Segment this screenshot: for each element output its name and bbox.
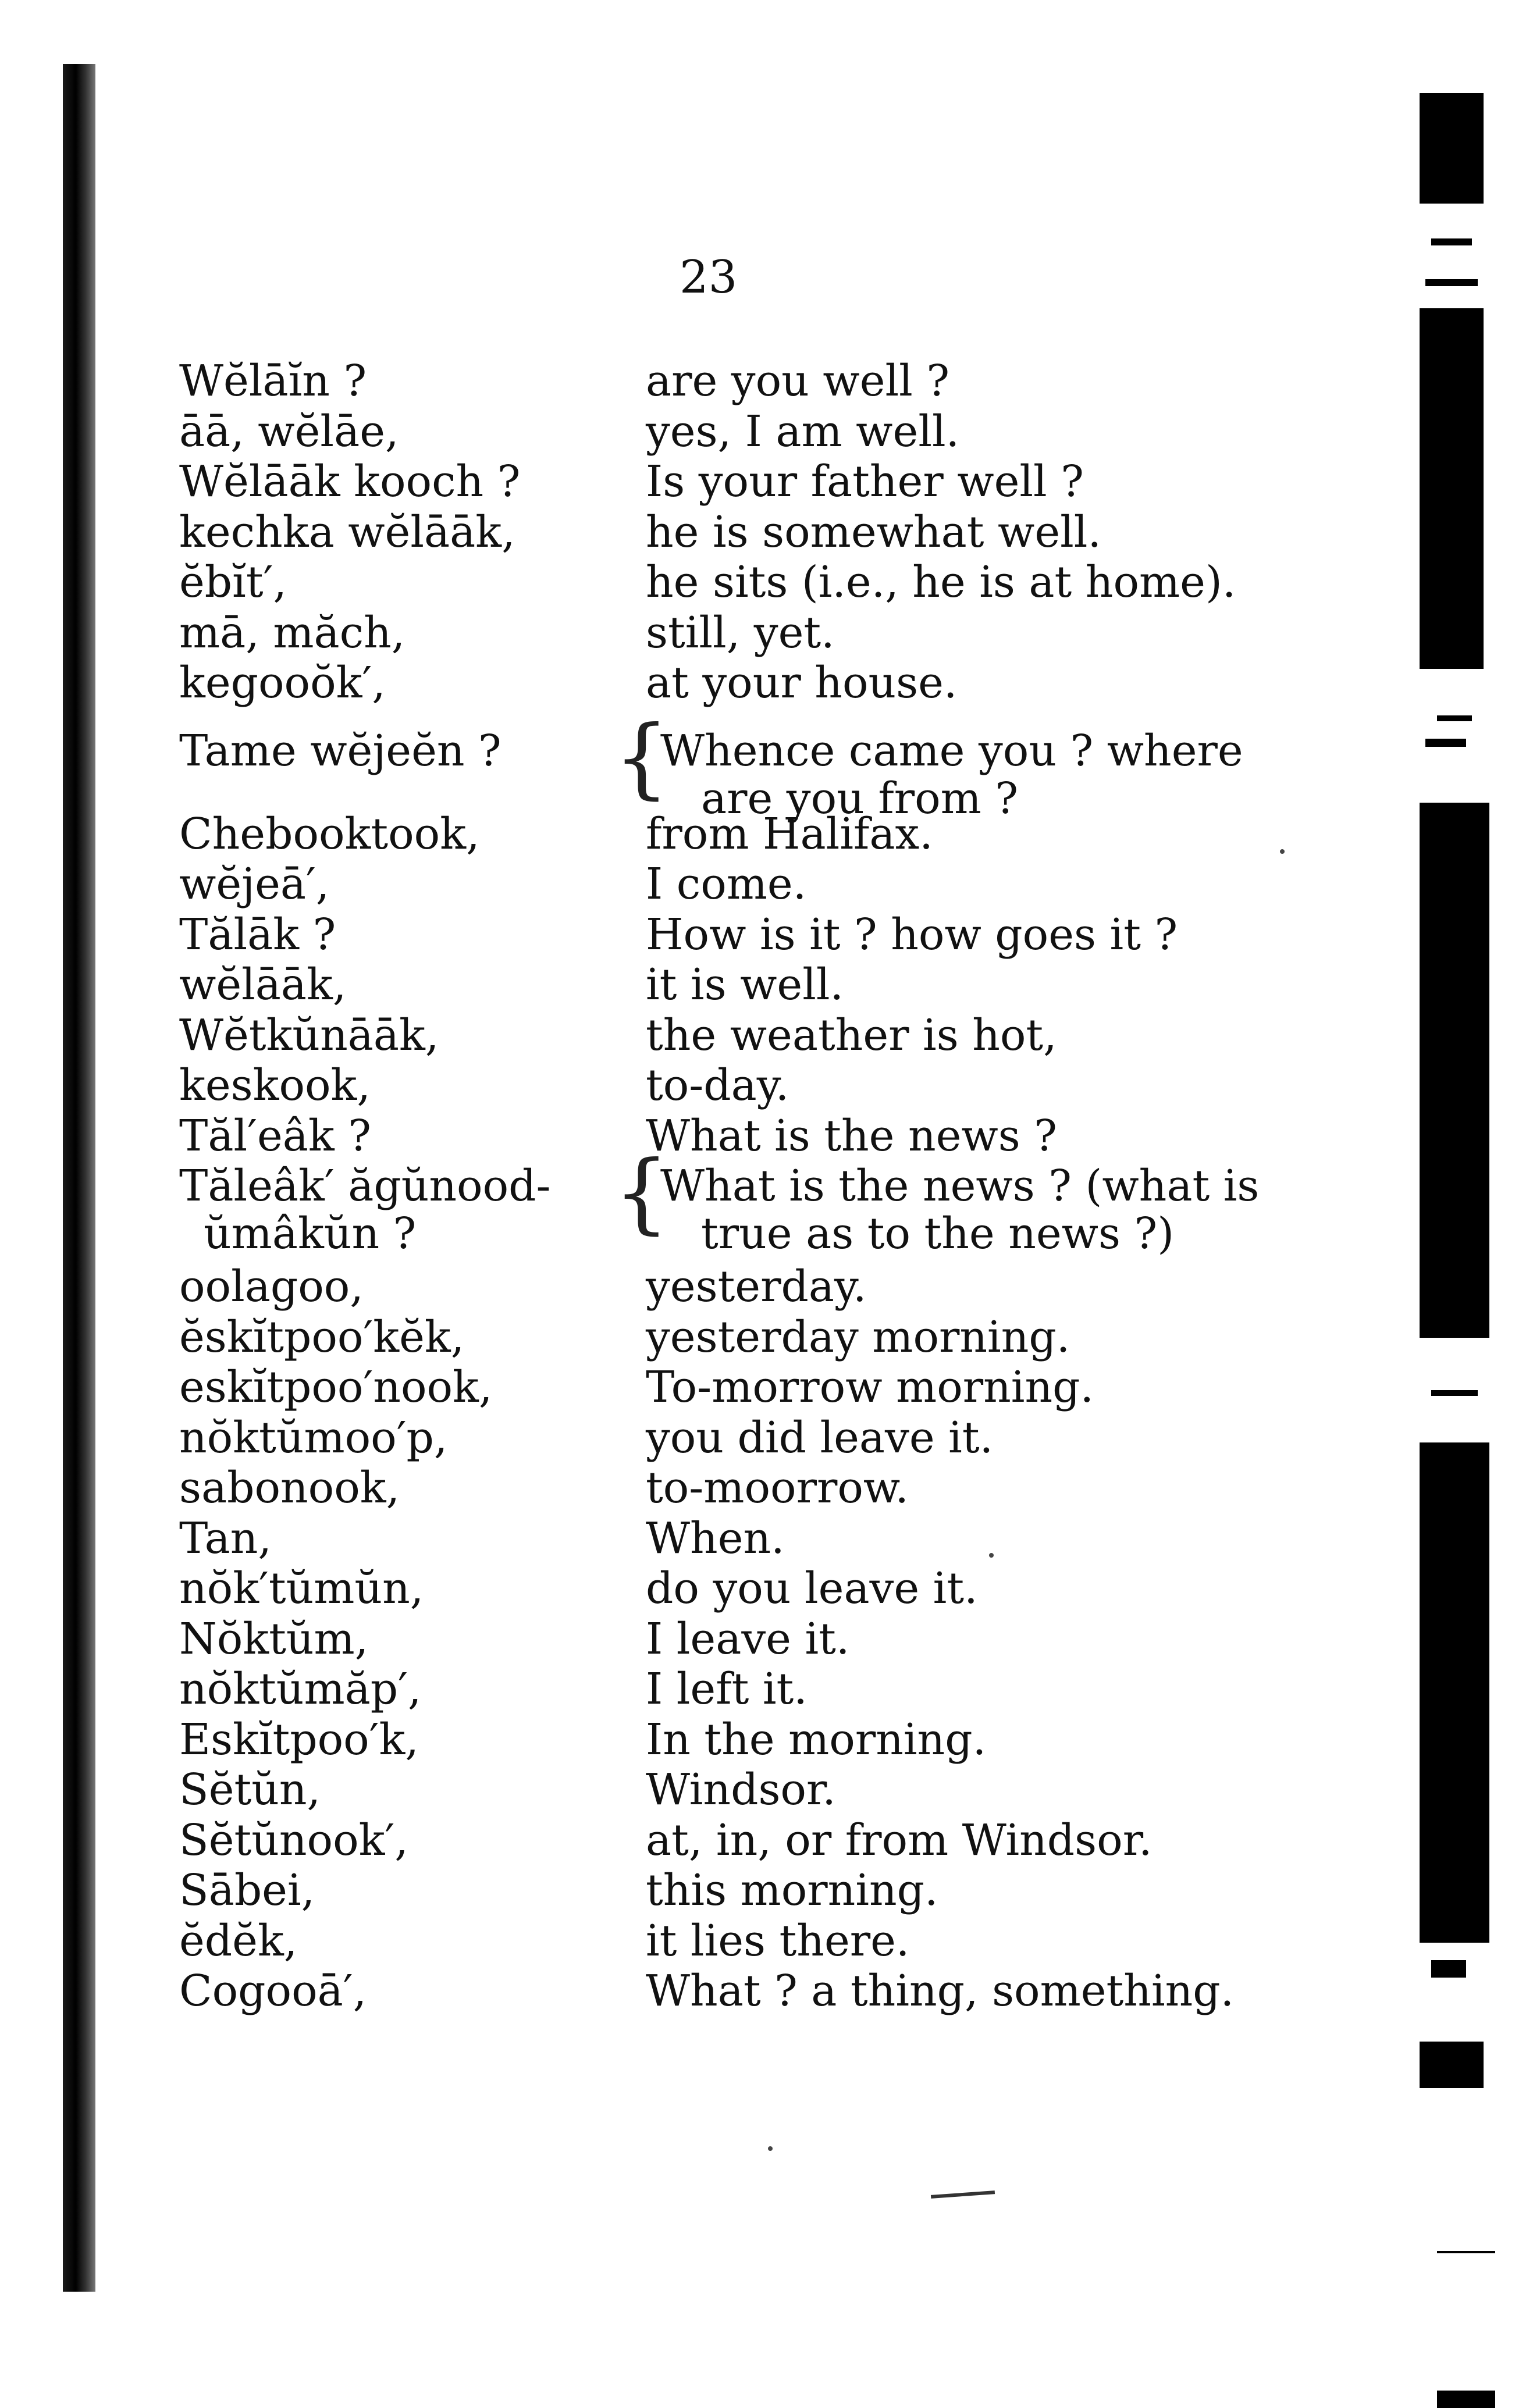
entry-term: Tăleâk′ ăgŭnood- xyxy=(179,1161,551,1211)
glossary-entry xyxy=(0,1262,1533,1312)
glossary-entry xyxy=(0,457,1533,507)
brace-mark: { xyxy=(614,707,670,808)
entry-term: oolagoo, xyxy=(179,1262,364,1312)
entry-term: ĕbĭt′, xyxy=(179,557,287,607)
entry-term: ĕskĭtpoo′kĕk, xyxy=(179,1312,465,1362)
entry-term: Sĕtŭn, xyxy=(179,1765,321,1815)
glossary-entry xyxy=(0,1865,1533,1915)
glossary-entry xyxy=(0,1563,1533,1613)
entry-gloss: at your house. xyxy=(646,658,958,708)
glossary-entry xyxy=(0,1413,1533,1463)
entry-gloss: still, yet. xyxy=(646,607,835,658)
entry-gloss-continuation: are you from ? xyxy=(701,773,1019,824)
glossary-entry xyxy=(0,1715,1533,1765)
glossary-entry xyxy=(0,1111,1533,1161)
entry-gloss: Is your father well ? xyxy=(646,457,1084,507)
entry-gloss: he sits (i.e., he is at home). xyxy=(646,557,1236,607)
entry-term: Cogooā′, xyxy=(179,1966,367,2016)
entry-gloss: How is it ? how goes it ? xyxy=(646,909,1178,960)
glossary-entry xyxy=(0,859,1533,909)
glossary-entry xyxy=(0,658,1533,708)
glossary-entry xyxy=(0,507,1533,557)
entry-term: Tăl′eâk ? xyxy=(179,1110,371,1161)
entry-term: nŏk′tŭmŭn, xyxy=(179,1563,424,1613)
entry-gloss: this morning. xyxy=(646,1865,938,1915)
glossary-entry xyxy=(0,1765,1533,1815)
entry-term: Wĕtkŭnāāk, xyxy=(179,1010,439,1060)
glossary-entry xyxy=(0,1614,1533,1664)
entry-gloss: I left it. xyxy=(646,1664,808,1714)
glossary-entry xyxy=(0,1513,1533,1563)
glossary-entry xyxy=(0,557,1533,607)
entry-gloss: What is the news ? xyxy=(646,1110,1057,1161)
entry-term: kegooŏk′, xyxy=(179,658,386,708)
entry-term: Tame wĕjeĕn ? xyxy=(179,725,501,776)
entry-gloss-continuation: true as to the news ?) xyxy=(701,1209,1175,1259)
entry-term: Sābei, xyxy=(179,1865,315,1915)
glossary-entry xyxy=(0,960,1533,1010)
glossary-entry xyxy=(0,1463,1533,1513)
glossary-entry xyxy=(0,1916,1533,1966)
scan-speck xyxy=(989,1553,994,1558)
entry-term: wĕjeā′, xyxy=(179,859,330,909)
entry-term: eskĭtpoo′nook, xyxy=(179,1362,493,1412)
entry-term: Sĕtŭnook′, xyxy=(179,1815,408,1865)
glossary-entry xyxy=(0,1362,1533,1412)
entry-term: Eskĭtpoo′k, xyxy=(179,1714,419,1765)
entry-term: mā, măch, xyxy=(179,607,406,658)
entry-gloss: it is well. xyxy=(646,960,844,1010)
entry-gloss: do you leave it. xyxy=(646,1563,978,1613)
glossary-entry xyxy=(0,1060,1533,1110)
entry-term: keskook, xyxy=(179,1060,371,1110)
scan-speck xyxy=(768,2146,773,2151)
entry-gloss: to-day. xyxy=(646,1060,789,1110)
entry-gloss: What ? a thing, something. xyxy=(646,1966,1235,2016)
entry-gloss: Windsor. xyxy=(646,1765,836,1815)
entry-term: Nŏktŭm, xyxy=(179,1613,369,1664)
entry-gloss: What is the news ? (what is xyxy=(660,1161,1260,1211)
entry-gloss: Whence came you ? where xyxy=(660,725,1243,776)
entry-term: āā, wĕlāe, xyxy=(179,406,399,457)
entry-gloss: yes, I am well. xyxy=(646,406,960,457)
entry-gloss: When. xyxy=(646,1513,785,1563)
entry-gloss: I leave it. xyxy=(646,1613,850,1664)
glossary-entry xyxy=(0,1312,1533,1362)
entry-term: wĕlāāk, xyxy=(179,960,347,1010)
entry-gloss: I come. xyxy=(646,859,807,909)
glossary-entry xyxy=(0,910,1533,960)
entry-gloss: he is somewhat well. xyxy=(646,507,1101,557)
entry-term: kechka wĕlāāk, xyxy=(179,507,515,557)
brace-mark: { xyxy=(614,1142,670,1244)
entry-gloss: To-morrow morning. xyxy=(646,1362,1094,1412)
entry-term: Wĕlāĭn ? xyxy=(179,356,367,406)
entry-gloss: from Halifax. xyxy=(646,808,933,859)
entry-gloss: yesterday. xyxy=(646,1262,867,1312)
entry-term: Wĕlāāk kooch ? xyxy=(179,457,521,507)
glossary-entry xyxy=(0,608,1533,658)
glossary-entry xyxy=(0,1815,1533,1865)
entry-term: ĕdĕk, xyxy=(179,1915,298,1966)
entry-term: nŏktŭmoo′p, xyxy=(179,1412,448,1463)
entry-term: nŏktŭmăp′, xyxy=(179,1664,422,1714)
entry-term: Tan, xyxy=(179,1513,272,1563)
entry-gloss: at, in, or from Windsor. xyxy=(646,1815,1153,1865)
glossary-entry xyxy=(0,1142,1533,1259)
entry-gloss: you did leave it. xyxy=(646,1412,994,1463)
entry-term: Tălāk ? xyxy=(179,909,336,960)
entry-gloss: are you well ? xyxy=(646,356,950,406)
entry-term: Chebooktook, xyxy=(179,808,480,859)
entry-gloss: the weather is hot, xyxy=(646,1010,1057,1060)
entry-gloss: to-moorrow. xyxy=(646,1463,909,1513)
scan-speck xyxy=(1280,849,1285,854)
glossary-entry xyxy=(0,356,1533,406)
glossary-entry xyxy=(0,1010,1533,1060)
entry-term-continuation: ŭmâkŭn ? xyxy=(204,1209,417,1259)
glossary-entry xyxy=(0,707,1533,824)
glossary-entry xyxy=(0,1664,1533,1714)
entry-term: sabonook, xyxy=(179,1463,400,1513)
entry-gloss: it lies there. xyxy=(646,1915,910,1966)
page-number: 23 xyxy=(680,251,738,304)
glossary-entry xyxy=(0,1966,1533,2016)
entry-gloss: yesterday morning. xyxy=(646,1312,1070,1362)
entry-gloss: In the morning. xyxy=(646,1714,987,1765)
glossary-entry xyxy=(0,809,1533,859)
glossary-entry xyxy=(0,407,1533,457)
decorative-dash xyxy=(931,2190,995,2199)
